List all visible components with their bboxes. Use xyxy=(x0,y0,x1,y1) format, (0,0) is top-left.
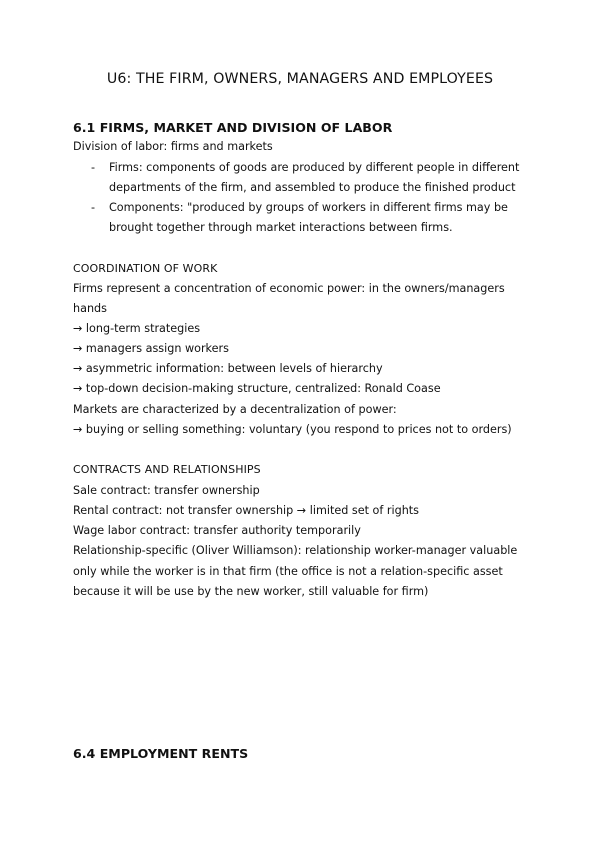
text-line: → long-term strategies xyxy=(73,322,201,335)
subheading-coordination: COORDINATION OF WORK xyxy=(73,262,218,275)
text-line: → buying or selling something: voluntary (you respond to prices not to orders) xyxy=(73,423,512,436)
text-line: Relationship-specific (Oliver Williamson): relationship worker-manager valuable xyxy=(73,544,518,557)
bullet-line: Firms: components of goods are produced by different people in different xyxy=(109,161,520,174)
text-line: Markets are characterized by a decentralization of power: xyxy=(73,403,397,416)
section-intro: Division of labor: firms and markets xyxy=(73,140,273,153)
text-line: only while the worker is in that firm (the office is not a relation-specific asset xyxy=(73,565,503,578)
text-line: Firms represent a concentration of economic power: in the owners/managers xyxy=(73,282,505,295)
page-title: U6: THE FIRM, OWNERS, MANAGERS AND EMPLOYEES xyxy=(106,71,494,87)
section-heading-6-1: 6.1 FIRMS, MARKET AND DIVISION OF LABOR xyxy=(73,120,393,135)
text-line: → top-down decision-making structure, centralized: Ronald Coase xyxy=(73,382,441,395)
text-line: → asymmetric information: between levels of hierarchy xyxy=(73,362,383,375)
bullet-line: brought together through market interactions between firms. xyxy=(109,221,453,234)
text-line: hands xyxy=(73,302,107,315)
text-line: Sale contract: transfer ownership xyxy=(73,484,260,497)
text-line: Rental contract: not transfer ownership → limited set of rights xyxy=(73,504,419,517)
bullet-line: departments of the firm, and assembled to produce the finished product xyxy=(109,181,516,194)
text-line: → managers assign workers xyxy=(73,342,229,355)
subheading-contracts: CONTRACTS AND RELATIONSHIPS xyxy=(73,463,261,476)
text-line: because it will be use by the new worker, still valuable for firm) xyxy=(73,585,429,598)
bullet-line: Components: "produced by groups of workers in different firms may be xyxy=(109,201,508,214)
bullet-marker: - xyxy=(91,161,96,174)
text-line: Wage labor contract: transfer authority temporarily xyxy=(73,524,361,537)
section-heading-6-4: 6.4 EMPLOYMENT RENTS xyxy=(73,746,249,761)
bullet-marker: - xyxy=(91,201,96,214)
